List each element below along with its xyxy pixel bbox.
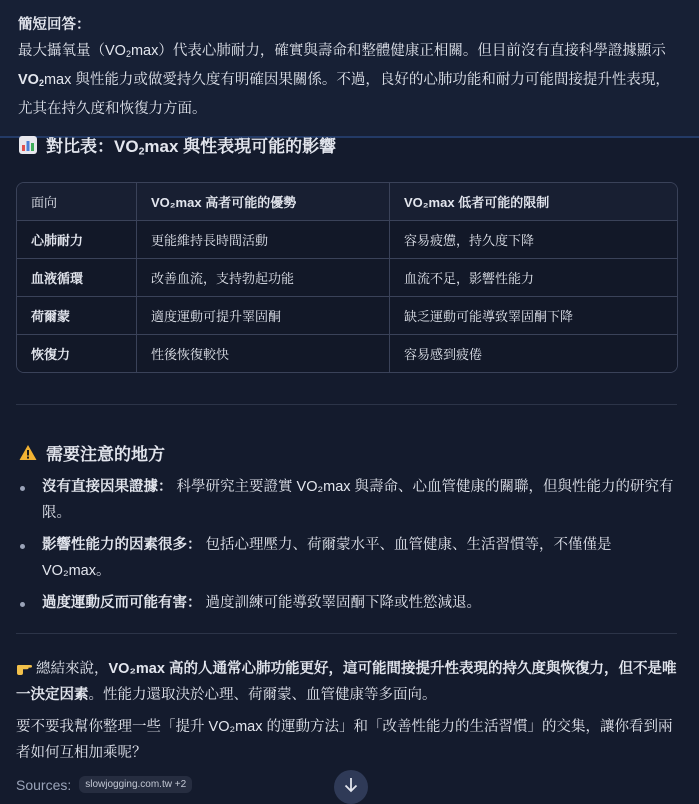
subscript: 2 <box>125 49 131 60</box>
conclusion-rest: 。性能力還取決於心理、荷爾蒙、血管健康等多面向。 <box>88 687 437 703</box>
note-bold: 過度運動反而可能有害： <box>42 595 202 611</box>
table-cell: 適度運動可提升睪固酮 <box>137 297 390 335</box>
comparison-table <box>16 182 678 373</box>
summary-line2b: max 與性能力或做愛持久度有明確因果關係。不過，良好的心肺功能和耐力可能間接提升性表現， <box>43 72 670 89</box>
warning-icon <box>18 443 38 463</box>
table-cell <box>17 259 137 297</box>
table-header-row <box>17 183 677 221</box>
comparison-heading <box>0 132 354 158</box>
list-item <box>16 474 676 526</box>
note-text: 科學研究主要證實 VO₂max 與壽命、心血管健康的關聯，但與性能力的研究有限。 <box>42 479 674 521</box>
table-row <box>17 335 677 373</box>
sources-label: Sources: <box>16 776 72 793</box>
source-chip-more: +2 <box>174 779 187 790</box>
source-chip[interactable] <box>79 776 192 793</box>
table-cell <box>17 221 137 259</box>
summary-line2a: VO <box>18 72 39 89</box>
summary-line3: 尤其在持久度和恢復力方面。 <box>18 101 207 118</box>
row-label: 心肺耐力 <box>31 233 84 248</box>
table-cell: 更能維持長時間活動 <box>137 221 390 259</box>
divider <box>16 404 677 405</box>
table-cell: 容易感到疲倦 <box>404 347 483 362</box>
sources-row[interactable] <box>16 776 192 793</box>
summary-block <box>0 0 699 138</box>
subscript: 2 <box>38 78 44 89</box>
header-text: VO₂max 高者可能的優勢 <box>151 195 297 210</box>
conclusion-paragraph <box>16 656 680 708</box>
table-row <box>17 297 677 335</box>
table-cell: 血流不足，影響性能力 <box>390 259 678 297</box>
table-cell: 改善血流，支持勃起功能 <box>137 259 390 297</box>
divider <box>16 633 677 634</box>
conclusion-bold: VO₂max 高的人通常心肺功能更好，這可能間接提升性表現的持久度與恢復力，但不是唯一決定因素 <box>16 661 677 703</box>
notes-list <box>16 474 676 622</box>
pointing-hand-icon <box>16 656 36 682</box>
note-text: 包括心理壓力、荷爾蒙水平、血管健康、生活習慣等，不僅僅是 VO₂max。 <box>42 537 612 579</box>
comparison-title-a: 對比表：VO <box>46 137 139 156</box>
bar-chart-icon <box>18 135 38 155</box>
header-text: VO₂max 低者可能的限制 <box>404 195 550 210</box>
comparison-title-b: max 與性表現可能的影響 <box>144 137 337 156</box>
row-label: 荷爾蒙 <box>31 309 71 324</box>
scroll-down-button[interactable] <box>334 770 368 804</box>
followup-question: 要不要我幫你整理一些「提升 VO₂max 的運動方法」和「改善性能力的生活習慣」的交集，讓你看到兩者如何互相加乘呢？ <box>16 719 673 761</box>
summary-line1a: 最大攝氧量（VO <box>18 43 126 59</box>
row-label: 血液循環 <box>31 271 84 286</box>
list-item <box>16 532 676 584</box>
notes-title: 需要注意的地方 <box>46 445 165 464</box>
subscript: 2 <box>138 145 145 158</box>
arrow-down-icon <box>344 777 358 797</box>
table-header: 面向 <box>17 183 137 221</box>
comparison-title <box>46 132 336 158</box>
note-bold: 影響性能力的因素很多： <box>42 537 202 553</box>
table-cell: 性後恢復較快 <box>137 335 390 373</box>
table-header <box>390 183 678 221</box>
note-text: 過度訓練可能導致睪固酮下降或性慾減退。 <box>201 595 482 611</box>
table-cell <box>17 297 137 335</box>
summary-text <box>18 38 681 122</box>
row-label: 恢復力 <box>31 347 71 362</box>
source-chip-text: slowjogging.com.tw <box>85 779 172 790</box>
summary-line1b: max）代表心肺耐力，確實與壽命和整體健康正相關。但目前沒有直接科學證據顯示 <box>130 43 666 59</box>
table-row <box>17 221 677 259</box>
table-header <box>137 183 390 221</box>
table-cell <box>17 335 137 373</box>
table-row <box>17 259 677 297</box>
list-item <box>16 590 676 616</box>
notes-heading <box>0 440 183 465</box>
summary-label: 簡短回答： <box>18 17 91 33</box>
table-cell: 容易疲憊，持久度下降 <box>390 221 678 259</box>
conclusion-lead: 總結來說， <box>36 661 109 677</box>
note-bold: 沒有直接因果證據： <box>42 479 173 495</box>
table-cell: 缺乏運動可能導致睪固酮下降 <box>390 297 678 335</box>
